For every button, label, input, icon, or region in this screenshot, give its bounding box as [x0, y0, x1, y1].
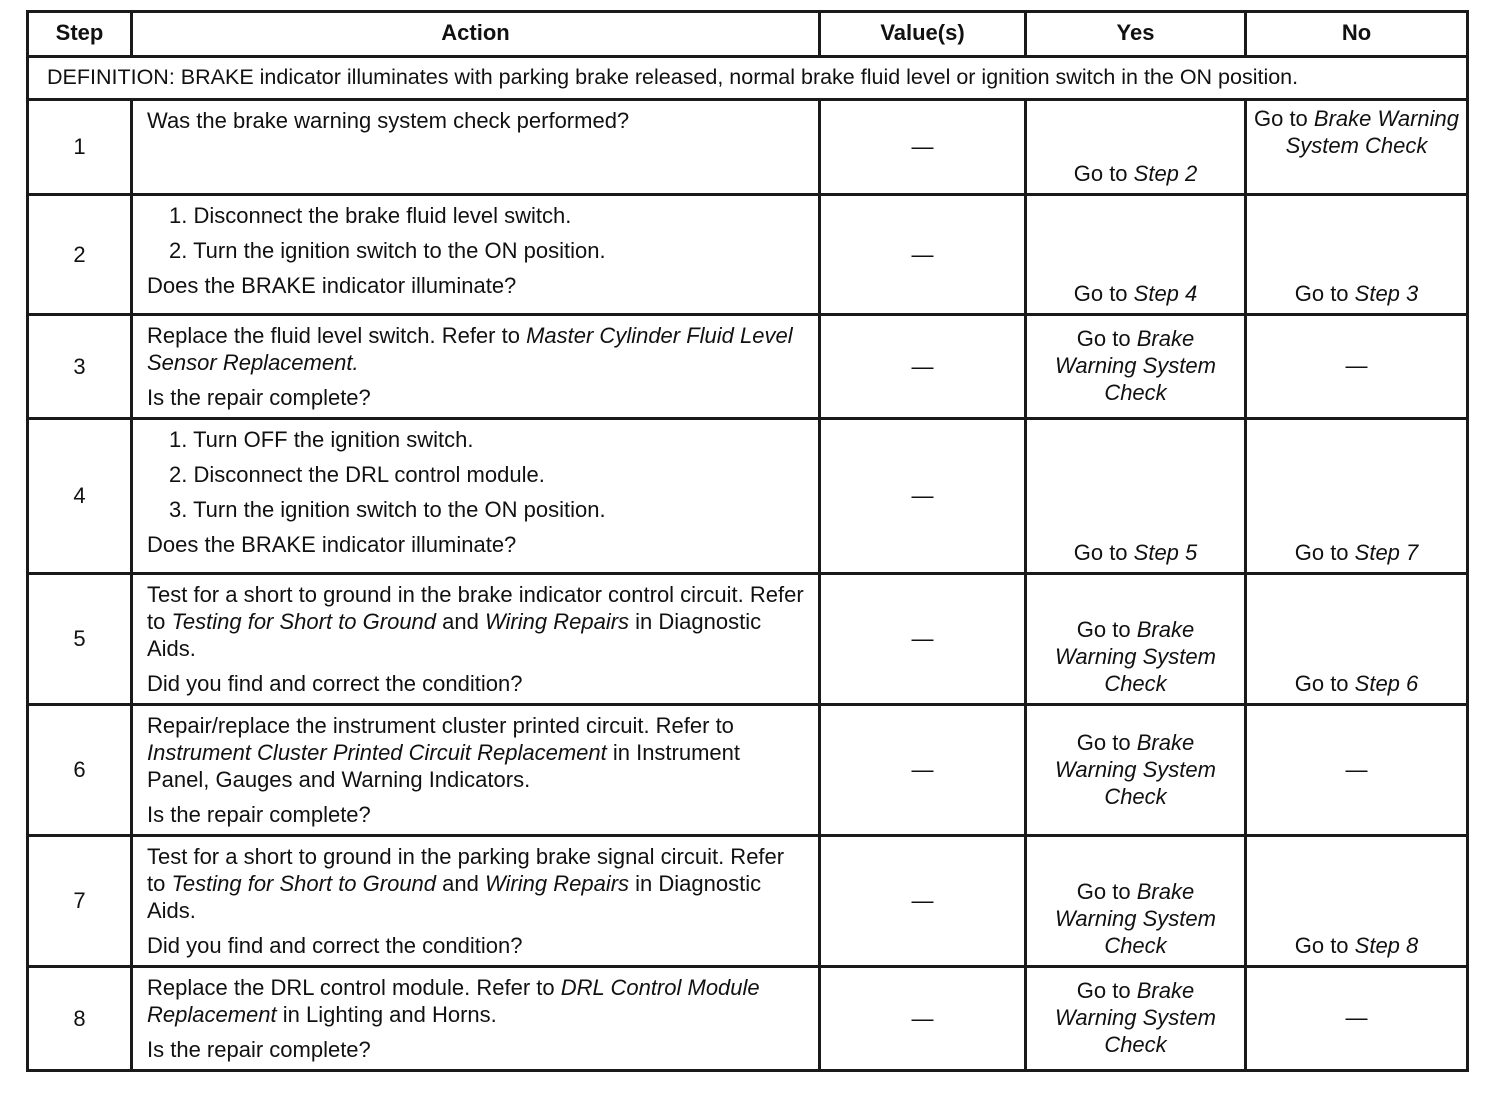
yes-link[interactable]: Brake Warning System Check [1055, 617, 1216, 696]
yes-prefix: Go to [1076, 978, 1137, 1003]
value-cell: — [820, 967, 1026, 1071]
action-text [147, 322, 806, 376]
value-cell: — [820, 195, 1026, 315]
no-link[interactable]: Step 3 [1354, 281, 1419, 306]
action-question: Does the BRAKE indicator illuminate? [147, 532, 517, 557]
no-prefix: Go to [1294, 671, 1355, 696]
header-no: No [1246, 12, 1468, 57]
no-prefix: Go to [1253, 106, 1314, 131]
yes-link[interactable]: Brake Warning System Check [1055, 978, 1216, 1057]
table-row [28, 836, 1468, 967]
yes-link[interactable]: Step 2 [1133, 161, 1198, 186]
value-cell: — [820, 836, 1026, 967]
yes-cell [1026, 574, 1246, 705]
yes-prefix: Go to [1076, 326, 1137, 351]
action-question: Did you find and correct the condition? [147, 933, 523, 958]
step-number: 3 [28, 315, 132, 419]
step-number: 4 [28, 419, 132, 574]
value-cell: — [820, 705, 1026, 836]
no-cell: — [1246, 967, 1468, 1071]
action-question: Was the brake warning system check performed? [147, 108, 630, 133]
table-row [28, 315, 1468, 419]
action-step-item: 1. Disconnect the brake fluid level switch. [169, 203, 572, 228]
action-step-item: 2. Turn the ignition switch to the ON position. [169, 238, 606, 263]
no-prefix: Go to [1294, 933, 1355, 958]
action-question: Is the repair complete? [147, 1037, 371, 1062]
no-prefix: Go to [1294, 540, 1355, 565]
table-row [28, 100, 1468, 195]
action-reference-link[interactable]: Testing for Short to Ground [171, 871, 437, 896]
action-question: Is the repair complete? [147, 802, 371, 827]
action-reference-link[interactable]: Wiring Repairs [484, 871, 630, 896]
action-question: Did you find and correct the condition? [147, 671, 523, 696]
yes-link[interactable]: Step 5 [1133, 540, 1198, 565]
value-cell: — [820, 100, 1026, 195]
table-row [28, 967, 1468, 1071]
yes-link[interactable]: Brake Warning System Check [1055, 326, 1216, 405]
step-number: 1 [28, 100, 132, 195]
header-row [28, 12, 1468, 57]
yes-prefix: Go to [1073, 281, 1134, 306]
no-link[interactable]: Brake Warning System Check [1285, 106, 1460, 158]
no-link[interactable]: Step 6 [1354, 671, 1419, 696]
yes-cell [1026, 705, 1246, 836]
step-number: 8 [28, 967, 132, 1071]
step-number: 6 [28, 705, 132, 836]
action-text-part: in Diagnostic Aids. [147, 609, 762, 661]
table-row [28, 195, 1468, 315]
action-text-part: Replace the fluid level switch. Refer to [147, 323, 527, 348]
yes-cell [1026, 419, 1246, 574]
action-cell [132, 419, 820, 574]
yes-cell [1026, 315, 1246, 419]
no-cell [1246, 195, 1468, 315]
action-step-item: 1. Turn OFF the ignition switch. [169, 427, 474, 452]
table-row [28, 705, 1468, 836]
header-action: Action [132, 12, 820, 57]
definition-text: DEFINITION: BRAKE indicator illuminates with parking brake released, normal brake fluid level or ignition switch in the ON position. [28, 57, 1468, 100]
action-text-part: in Instrument Panel, Gauges and Warning Indicators. [147, 740, 741, 792]
yes-prefix: Go to [1076, 879, 1137, 904]
no-cell [1246, 574, 1468, 705]
no-cell [1246, 419, 1468, 574]
yes-cell [1026, 100, 1246, 195]
no-cell [1246, 836, 1468, 967]
value-cell: — [820, 419, 1026, 574]
value-cell: — [820, 315, 1026, 419]
step-number: 5 [28, 574, 132, 705]
action-text-part: Replace the DRL control module. Refer to [147, 975, 561, 1000]
table-row [28, 419, 1468, 574]
action-text [147, 843, 806, 924]
action-cell [132, 967, 820, 1071]
action-text-part: and [436, 609, 485, 634]
action-reference-link[interactable]: Wiring Repairs [484, 609, 630, 634]
no-link[interactable]: Step 8 [1354, 933, 1419, 958]
header-step: Step [28, 12, 132, 57]
action-reference-link[interactable]: DRL Control Module Replacement [147, 975, 760, 1027]
no-cell: — [1246, 705, 1468, 836]
diagnostic-sheet [26, 10, 1466, 1072]
yes-cell [1026, 967, 1246, 1071]
no-cell: — [1246, 315, 1468, 419]
value-cell: — [820, 574, 1026, 705]
action-reference-link[interactable]: Instrument Cluster Printed Circuit Replacement [147, 740, 607, 765]
yes-cell [1026, 836, 1246, 967]
action-question: Is the repair complete? [147, 385, 371, 410]
yes-link[interactable]: Brake Warning System Check [1055, 879, 1216, 958]
action-reference-link[interactable]: Master Cylinder Fluid Level Sensor Replacement. [147, 323, 793, 375]
no-cell [1246, 100, 1468, 195]
yes-prefix: Go to [1076, 729, 1137, 755]
action-text [147, 581, 806, 662]
action-step-item: 3. Turn the ignition switch to the ON position. [169, 497, 606, 522]
action-text-part: in Lighting and Horns. [276, 1002, 497, 1027]
definition-row [28, 57, 1468, 100]
yes-cell [1026, 195, 1246, 315]
action-text-part: Test for a short to ground in the parking brake signal circuit. Refer to [147, 844, 785, 896]
action-cell [132, 574, 820, 705]
header-values: Value(s) [820, 12, 1026, 57]
header-yes: Yes [1026, 12, 1246, 57]
yes-link[interactable]: Step 4 [1133, 281, 1198, 306]
diagnostic-table [26, 10, 1469, 1072]
action-text [147, 712, 806, 793]
action-cell [132, 100, 820, 195]
action-cell [132, 705, 820, 836]
step-number: 2 [28, 195, 132, 315]
no-link[interactable]: Step 7 [1354, 540, 1419, 565]
action-text [147, 974, 806, 1028]
step-number: 7 [28, 836, 132, 967]
no-prefix: Go to [1294, 281, 1355, 306]
action-reference-link[interactable]: Testing for Short to Ground [171, 609, 437, 634]
action-cell [132, 195, 820, 315]
action-text-part: and [436, 871, 485, 896]
yes-prefix: Go to [1073, 161, 1134, 186]
action-question: Does the BRAKE indicator illuminate? [147, 273, 517, 298]
action-text-part: in Diagnostic Aids. [147, 871, 762, 923]
action-cell [132, 315, 820, 419]
action-text-part: Repair/replace the instrument cluster printed circuit. Refer to [147, 713, 734, 738]
action-step-item: 2. Disconnect the DRL control module. [169, 462, 545, 487]
yes-prefix: Go to [1073, 540, 1134, 565]
yes-prefix: Go to [1076, 617, 1137, 642]
table-row [28, 574, 1468, 705]
action-cell [132, 836, 820, 967]
yes-link[interactable]: Brake Warning System Check [1055, 729, 1216, 809]
action-text-part: Test for a short to ground in the brake indicator control circuit. Refer to [147, 582, 804, 634]
